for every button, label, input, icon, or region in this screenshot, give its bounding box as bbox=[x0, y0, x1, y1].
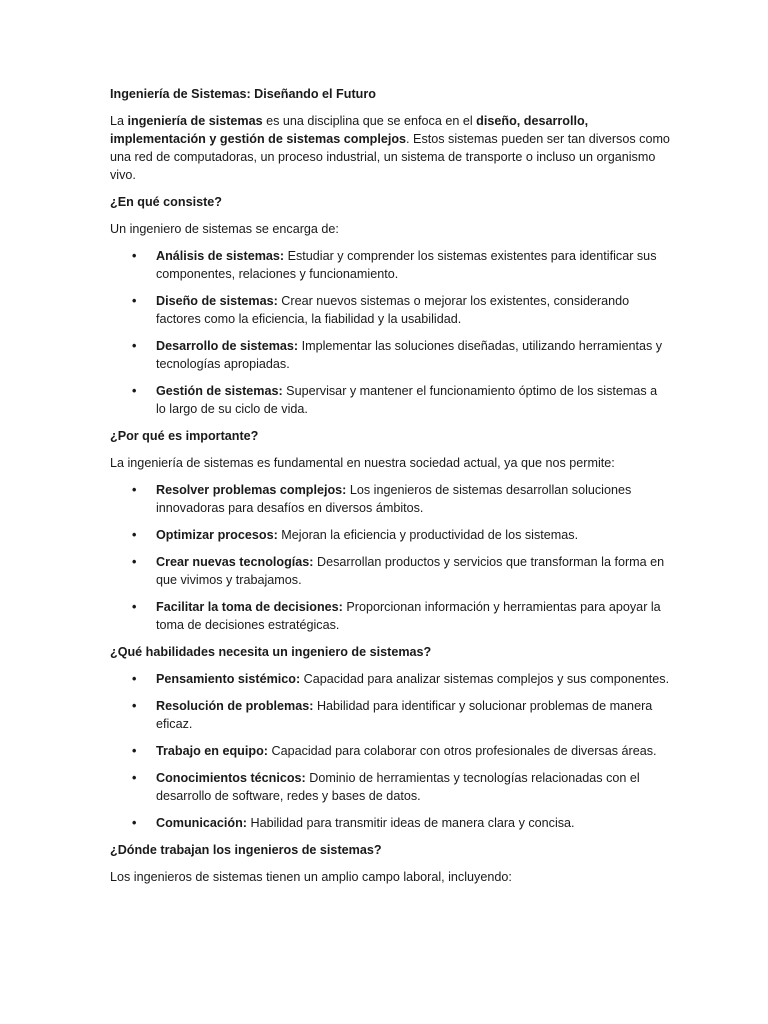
bullet-icon: • bbox=[132, 339, 137, 353]
section-lead: La ingeniería de sistemas es fundamental en nuestra sociedad actual, ya que nos permite: bbox=[110, 456, 615, 470]
section-lead: Un ingeniero de sistemas se encarga de: bbox=[110, 222, 339, 236]
item-text: Proporcionan información y herramientas para apoyar la toma de decisiones estratégicas. bbox=[156, 600, 661, 632]
list-item bbox=[110, 670, 670, 688]
list-item bbox=[110, 247, 670, 283]
list-item bbox=[110, 382, 670, 418]
section-heading: ¿En qué consiste? bbox=[110, 195, 222, 209]
item-term: Análisis de sistemas: bbox=[156, 249, 285, 263]
bullet-icon: • bbox=[132, 294, 137, 308]
bullet-list bbox=[110, 247, 670, 418]
item-term: Desarrollo de sistemas: bbox=[156, 339, 299, 353]
bullet-icon: • bbox=[132, 528, 137, 542]
bullet-icon: • bbox=[132, 483, 137, 497]
item-term: Resolución de problemas: bbox=[156, 699, 314, 713]
item-text: Capacidad para analizar sistemas complejos y sus componentes. bbox=[300, 672, 670, 686]
item-term: Facilitar la toma de decisiones: bbox=[156, 600, 343, 614]
bullet-icon: • bbox=[132, 555, 137, 569]
section-lead: Los ingenieros de sistemas tienen un amplio campo laboral, incluyendo: bbox=[110, 870, 512, 884]
bullet-icon: • bbox=[132, 249, 137, 263]
list-item bbox=[110, 769, 670, 805]
bullet-icon: • bbox=[132, 600, 137, 614]
item-text: Capacidad para colaborar con otros profesionales de diversas áreas. bbox=[267, 744, 657, 758]
bullet-list bbox=[110, 481, 670, 634]
list-item bbox=[110, 337, 670, 373]
list-item bbox=[110, 481, 670, 517]
list-item bbox=[110, 598, 670, 634]
item-text: Habilidad para transmitir ideas de manera clara y concisa. bbox=[246, 816, 575, 830]
list-item bbox=[110, 697, 670, 733]
item-term: Resolver problemas complejos: bbox=[156, 483, 347, 497]
intro-text: . Estos sistemas pueden ser tan diversos como una red de computadoras, un proceso industrial, un sistema de transporte o incluso un organismo vivo. bbox=[110, 132, 670, 182]
bullet-icon: • bbox=[132, 699, 137, 713]
item-text: Mejoran la eficiencia y productividad de los sistemas. bbox=[277, 528, 579, 542]
item-text: Desarrollan productos y servicios que transforman la forma en que vivimos y trabajamos. bbox=[156, 555, 665, 587]
section-heading: ¿Por qué es importante? bbox=[110, 429, 259, 443]
item-term: Trabajo en equipo: bbox=[156, 744, 268, 758]
intro-text: es una disciplina que se enfoca en el bbox=[262, 114, 477, 128]
item-term: Conocimientos técnicos: bbox=[156, 771, 306, 785]
bullet-list bbox=[110, 670, 670, 832]
item-term: Optimizar procesos: bbox=[156, 528, 278, 542]
list-item bbox=[110, 742, 670, 760]
item-text: Los ingenieros de sistemas desarrollan soluciones innovadoras para desafíos en diversos ámbitos. bbox=[156, 483, 632, 515]
item-text: Habilidad para identificar y solucionar problemas de manera eficaz. bbox=[156, 699, 653, 731]
bullet-icon: • bbox=[132, 744, 137, 758]
bullet-icon: • bbox=[132, 816, 137, 830]
intro-paragraph bbox=[110, 112, 670, 184]
intro-text: La bbox=[110, 114, 128, 128]
item-text: Supervisar y mantener el funcionamiento óptimo de los sistemas a lo largo de su ciclo de vida. bbox=[156, 384, 658, 416]
item-text: Crear nuevos sistemas o mejorar los existentes, considerando factores como la eficiencia, la fiabilidad y la usabilidad. bbox=[156, 294, 630, 326]
item-term: Gestión de sistemas: bbox=[156, 384, 283, 398]
section-heading: ¿Dónde trabajan los ingenieros de sistemas? bbox=[110, 843, 382, 857]
list-item bbox=[110, 292, 670, 328]
item-term: Crear nuevas tecnologías: bbox=[156, 555, 314, 569]
bullet-icon: • bbox=[132, 384, 137, 398]
document-page bbox=[110, 85, 670, 895]
list-item bbox=[110, 814, 670, 832]
intro-bold-phrase: diseño, desarrollo, implementación y gestión de sistemas complejos bbox=[110, 114, 589, 146]
bullet-icon: • bbox=[132, 771, 137, 785]
section-heading: ¿Qué habilidades necesita un ingeniero de sistemas? bbox=[110, 645, 432, 659]
intro-bold-term: ingeniería de sistemas bbox=[127, 114, 263, 128]
item-term: Comunicación: bbox=[156, 816, 247, 830]
item-term: Pensamiento sistémico: bbox=[156, 672, 301, 686]
item-text: Implementar las soluciones diseñadas, utilizando herramientas y tecnologías apropiadas. bbox=[156, 339, 663, 371]
item-term: Diseño de sistemas: bbox=[156, 294, 278, 308]
document-title: Ingeniería de Sistemas: Diseñando el Futuro bbox=[110, 87, 376, 101]
bullet-icon: • bbox=[132, 672, 137, 686]
list-item bbox=[110, 553, 670, 589]
item-text: Dominio de herramientas y tecnologías relacionadas con el desarrollo de software, redes y bases de datos. bbox=[156, 771, 640, 803]
item-text: Estudiar y comprender los sistemas existentes para identificar sus componentes, relaciones y funcionamiento. bbox=[156, 249, 657, 281]
list-item bbox=[110, 526, 670, 544]
